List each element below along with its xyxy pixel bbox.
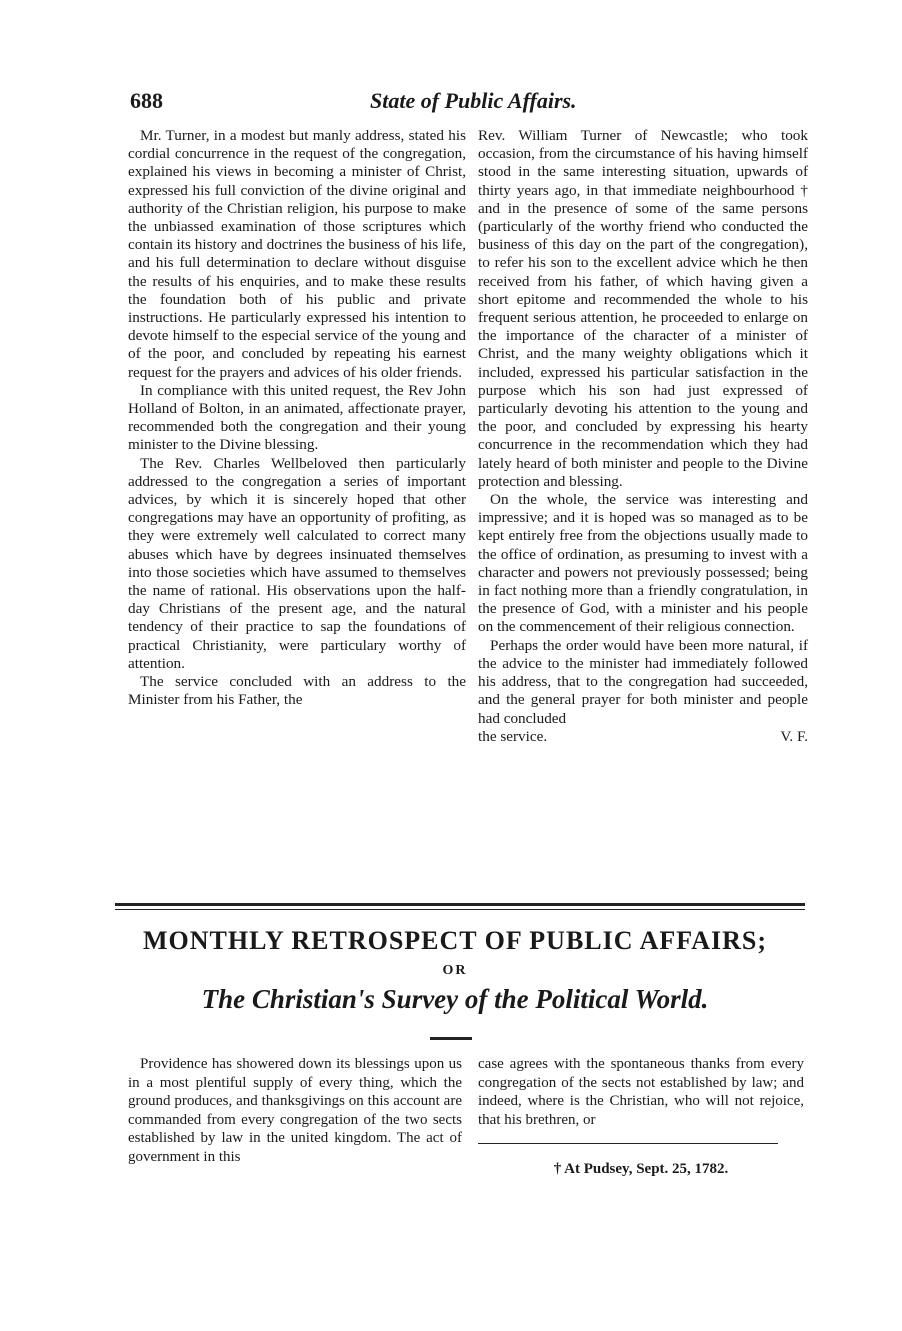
retrospect-left-column — [128, 1055, 462, 1167]
paragraph: On the whole, the service was interesting and impressive; and it is hoped was so managed as to be kept entirely free from the objections usually made to the office of ordination, as presuming to invest with a character and powers not previously possessed; being in fact nothing more than a friendly congratulation, in the presence of God, with a minister and his people on the commencement of their religious connection. — [478, 491, 808, 636]
paragraph: In compliance with this united request, the Rev John Holland of Bolton, in an animated, affectionate prayer, recommended both the congregation and their young minister to the Divine blessing. — [128, 381, 466, 454]
section-subtitle: The Christian's Survey of the Political World. — [201, 984, 709, 1014]
closing-line — [478, 728, 808, 746]
paragraph: Mr. Turner, in a modest but manly address, stated his cordial concurrence in the request of the congregation, explained his views in becoming a minister of Christ, expressed his full conviction of the divine original and authority of the Christian religion, his purpose to make the unbiassed examination of those scriptures which contain its history and doctrines the business of his life, and his full determination to declare without disguise the results of his enquiries, and to make these results the foundation both of his public and private instructions. He particularly expressed his intention to devote himself to the especial service of the young and of the poor, and concluded by repeating his earnest request for the prayers and advices of his older friends. — [128, 127, 466, 381]
paragraph: case agrees with the spontaneous thanks from every congregation of the sects not established by law; and indeed, where is the Christian, who will not rejoice, that his brethren, or — [478, 1056, 804, 1128]
section-divider — [115, 903, 805, 906]
paragraph: Perhaps the order would have been more natural, if the advice to the minister had immediately followed his address, that to the congregation had succeeded, and the general prayer for both minister and people had concluded — [478, 636, 808, 727]
section-or: OR — [442, 963, 468, 978]
paragraph: Providence has showered down its blessings upon us in a most plentiful supply of every thing, which the ground produces, and thanksgivings on this account are commanded from every congregation of the two sects established by law in the united kingdom. The act of government in this — [128, 1056, 462, 1165]
footnote: † At Pudsey, Sept. 25, 1782. — [553, 1161, 729, 1178]
section-title: MONTHLY RETROSPECT OF PUBLIC AFFAIRS; — [142, 926, 767, 955]
paragraph: The service concluded with an address to the Minister from his Father, the — [128, 673, 466, 709]
signature: V. F. — [780, 727, 808, 745]
page-header — [130, 88, 770, 118]
running-head: State of Public Affairs. — [370, 88, 577, 113]
ornament-divider — [430, 1037, 472, 1040]
section-divider-thin — [115, 909, 805, 910]
paragraph: The Rev. Charles Wellbeloved then particularly addressed to the congregation a series of important advices, by which it is sincerely hoped that other congregations may have an opportunity of profiting, as they were extremely well calculated to correct many abuses which have by degrees insinuated themselves into those societies which have assumed to themselves the name of rational. His observations upon the half-day Christians of the present age, and the natural tendency of their practice to sap the foundations of practical Christianity, were particulary worthy of attention. — [128, 454, 466, 672]
article-right-column — [478, 127, 808, 746]
closing-text: the service. — [478, 727, 548, 745]
retrospect-right-column — [478, 1055, 804, 1179]
article-left-column — [128, 127, 466, 710]
page-number: 688 — [130, 88, 163, 113]
paragraph: Rev. William Turner of Newcastle; who took occasion, from the circumstance of his having himself stood in the same interesting situation, upwards of thirty years ago, in that immediate neighbourhood † and in the presence of some of the same persons (particularly of the worthy friend who conducted the business of this day on the part of the congregation), to refer his son to the excellent advice which he then received from his father, of which having given a short epitome and recommended the whole to his frequent serious attention, he proceeded to enlarge on the importance of the character of a minister of Christ, and the many weighty obligations which it included, expressed his particular satisfaction in the purpose which his son had just expressed of particularly devoting his attention to the young and the poor, and concluded by expressing his hearty concurrence in the recommendation which they had lately heard of both minister and people to the Divine protection and blessing. — [478, 127, 808, 490]
footnote-rule — [478, 1143, 778, 1144]
